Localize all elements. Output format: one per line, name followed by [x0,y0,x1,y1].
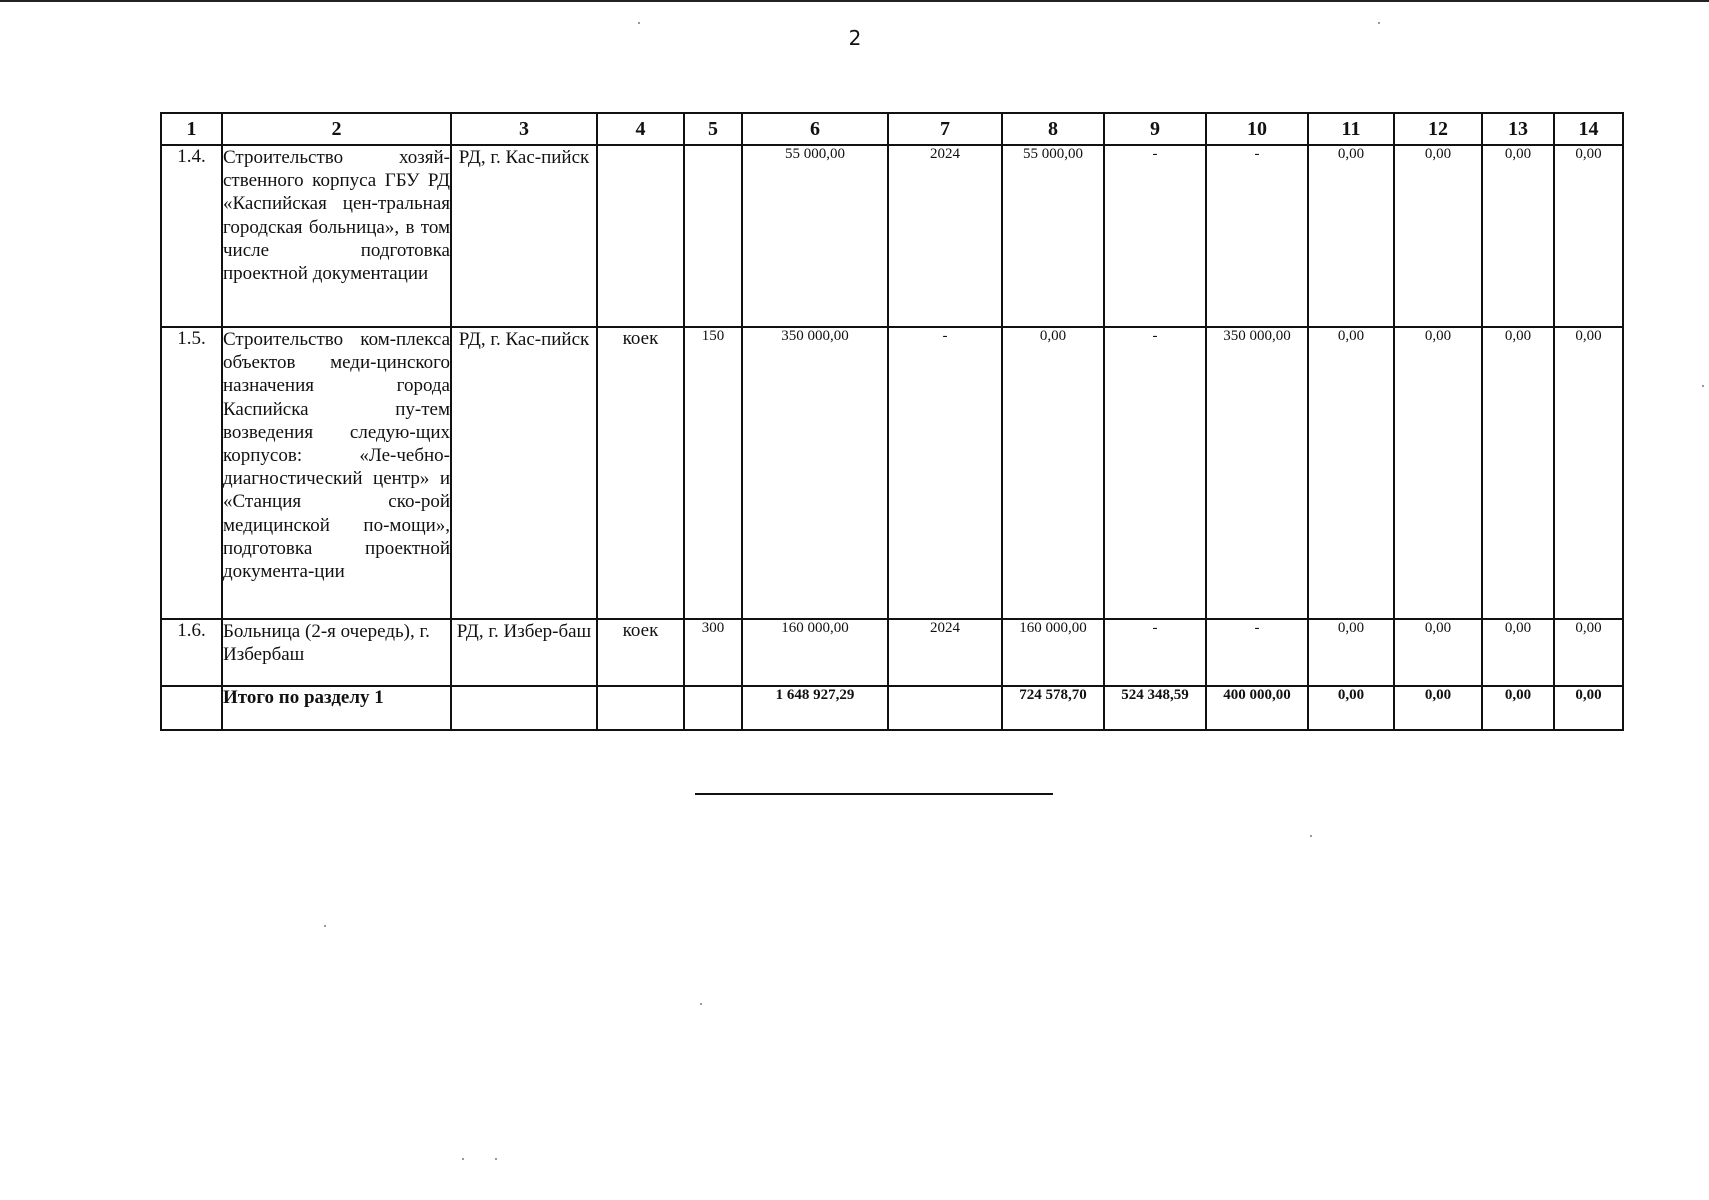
cell-col-9: - [1104,145,1206,327]
total-col-8: 724 578,70 [1002,686,1104,730]
row-number: 1.4. [161,145,222,327]
column-header: 14 [1554,113,1623,145]
cell-col-11: 0,00 [1308,145,1394,327]
object-location: РД, г. Избер-баш [451,619,597,686]
capacity-unit [597,145,684,327]
closing-rule [695,793,1053,795]
total-col-13: 0,00 [1482,686,1554,730]
scan-speck [462,1158,464,1160]
cell-col-10: - [1206,619,1308,686]
column-header: 2 [222,113,451,145]
total-col-6: 1 648 927,29 [742,686,888,730]
column-header: 6 [742,113,888,145]
cell-col-8: 55 000,00 [1002,145,1104,327]
cell-col-7: 2024 [888,145,1002,327]
total-row [161,686,1623,730]
total-label: Итого по разделу 1 [222,686,451,730]
capacity-unit: коек [597,327,684,619]
row-number: 1.6. [161,619,222,686]
column-header: 3 [451,113,597,145]
scan-speck [1702,385,1704,387]
total-empty-cell [161,686,222,730]
cell-col-12: 0,00 [1394,619,1482,686]
object-description: Строительство ком-плекса объектов меди-цинского назначения города Каспийска пу-тем возведения следую-щих корпусов: «Ле-чебно-диагностический центр» и «Станция ско-рой медицинской по-мощи», подготовка проектной документа-ции [222,327,451,619]
cell-col-11: 0,00 [1308,327,1394,619]
column-header: 1 [161,113,222,145]
cell-col-8: 160 000,00 [1002,619,1104,686]
total-empty-cell [684,686,742,730]
page-number: 2 [848,26,862,50]
total-col-12: 0,00 [1394,686,1482,730]
column-header: 7 [888,113,1002,145]
object-location: РД, г. Кас-пийск [451,145,597,327]
scan-speck [324,925,326,927]
column-header: 10 [1206,113,1308,145]
table-row [161,619,1623,686]
object-description: Строительство хозяй-ственного корпуса ГБУ РД «Каспийская цен-тральная городская больница», в том числе подготовка проектной документации [222,145,451,327]
cell-col-7: - [888,327,1002,619]
column-header: 9 [1104,113,1206,145]
column-header: 5 [684,113,742,145]
total-col-9: 524 348,59 [1104,686,1206,730]
cell-col-9: - [1104,619,1206,686]
total-empty-cell [888,686,1002,730]
total-empty-cell [451,686,597,730]
capacity-value [684,145,742,327]
object-location: РД, г. Кас-пийск [451,327,597,619]
capacity-unit: коек [597,619,684,686]
scan-speck [1310,835,1312,837]
cell-col-10: - [1206,145,1308,327]
cell-col-14: 0,00 [1554,619,1623,686]
total-col-11: 0,00 [1308,686,1394,730]
scan-speck [638,22,640,24]
cell-col-14: 0,00 [1554,327,1623,619]
cell-col-6: 160 000,00 [742,619,888,686]
total-empty-cell [597,686,684,730]
column-header: 8 [1002,113,1104,145]
cell-col-14: 0,00 [1554,145,1623,327]
capacity-value: 300 [684,619,742,686]
cell-col-12: 0,00 [1394,327,1482,619]
object-list-table [160,112,1624,731]
object-description: Больница (2-я очередь), г. Избербаш [222,619,451,686]
total-col-14: 0,00 [1554,686,1623,730]
row-number: 1.5. [161,327,222,619]
cell-col-13: 0,00 [1482,327,1554,619]
cell-col-10: 350 000,00 [1206,327,1308,619]
column-header: 4 [597,113,684,145]
total-col-10: 400 000,00 [1206,686,1308,730]
page-top-edge [0,0,1709,2]
cell-col-8: 0,00 [1002,327,1104,619]
column-header: 12 [1394,113,1482,145]
scan-speck [495,1158,497,1160]
cell-col-7: 2024 [888,619,1002,686]
scan-speck [1378,22,1380,24]
column-header: 13 [1482,113,1554,145]
cell-col-6: 350 000,00 [742,327,888,619]
table-row [161,327,1623,619]
cell-col-13: 0,00 [1482,145,1554,327]
cell-col-9: - [1104,327,1206,619]
scan-speck [700,1003,702,1005]
cell-col-11: 0,00 [1308,619,1394,686]
capacity-value: 150 [684,327,742,619]
cell-col-13: 0,00 [1482,619,1554,686]
cell-col-6: 55 000,00 [742,145,888,327]
column-header: 11 [1308,113,1394,145]
cell-col-12: 0,00 [1394,145,1482,327]
header-row [161,113,1623,145]
table-row [161,145,1623,327]
